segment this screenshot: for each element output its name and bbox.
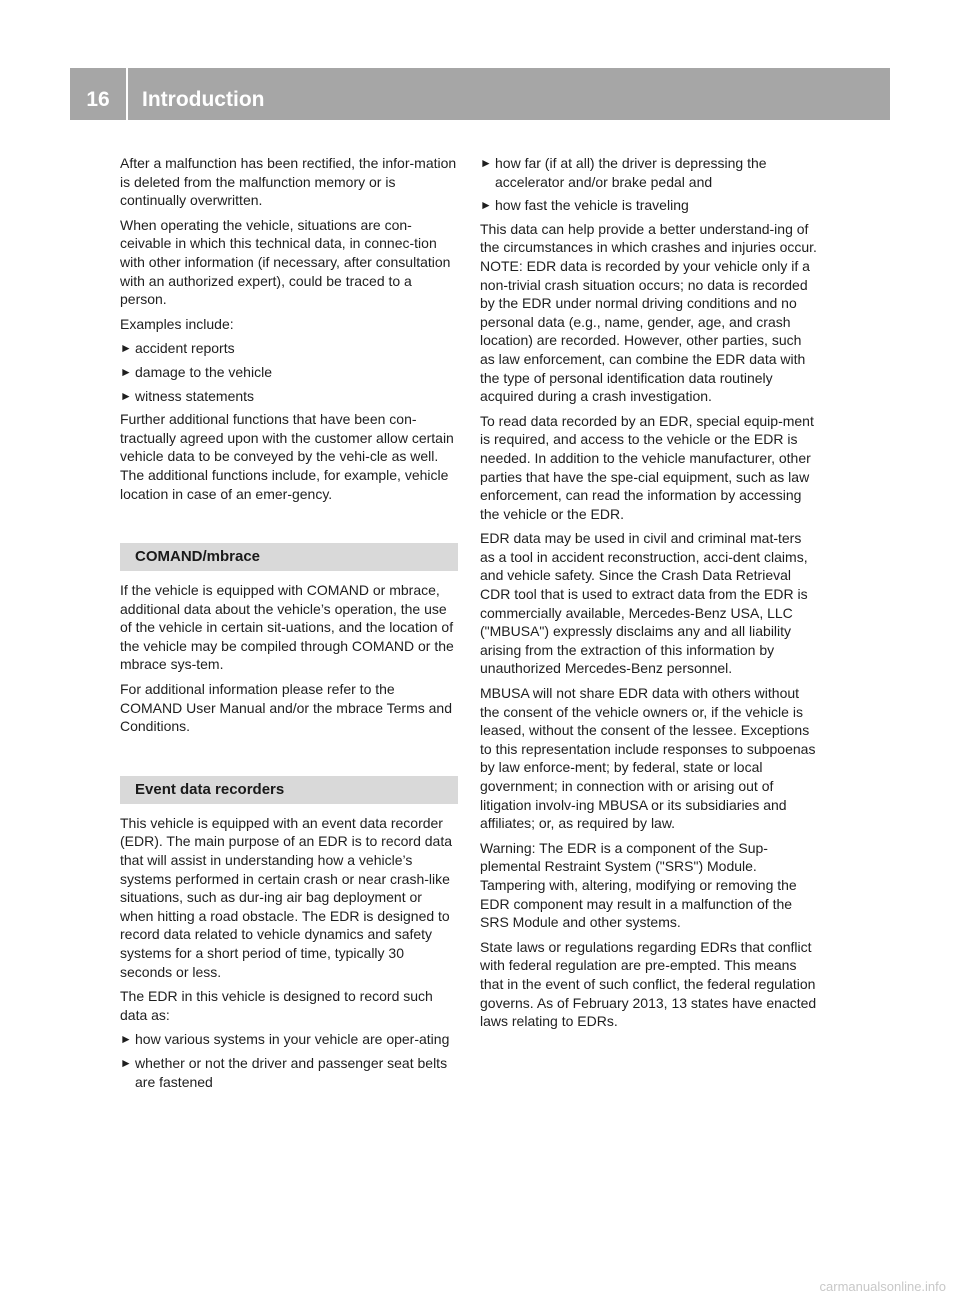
- paragraph: If the vehicle is equipped with COMAND or mbrace, additional data about the vehicle’s operation, the use of the vehicle in certain sit-uations, and the location of the vehicle may be compiled through COMAND or the mbrace sys-tem.: [120, 582, 454, 673]
- bullet-icon: ►: [120, 388, 132, 403]
- bullet-icon: ►: [120, 364, 132, 379]
- list-item: ► how fast the vehicle is traveling: [480, 197, 689, 214]
- header-divider: [126, 68, 128, 120]
- left-column: [120, 154, 458, 1096]
- paragraph: State laws or regulations regarding EDRs that conflict with federal regulation are pre-empted. This means that in the event of such conflict, the federal regulation governs. As of February 2013, 13 states have enacted laws relating to EDRs.: [480, 938, 817, 1030]
- watermark: carmanualsonline.info: [819, 1279, 946, 1294]
- paragraph: To read data recorded by an EDR, special equip-ment is required, and access to the vehicle or the EDR is needed. In addition to the vehicle manufacturer, other parties that have the spe-cial equipment, such as law enforcement, can read the information by accessing the vehicle or the EDR.: [480, 412, 814, 522]
- section-heading-edr: Event data recorders: [120, 776, 458, 804]
- right-column: [480, 154, 818, 1037]
- bullet-icon: ►: [120, 341, 132, 356]
- paragraph: Examples include:: [120, 315, 234, 332]
- paragraph: This data can help provide a better understand-ing of the circumstances in which crashes and injuries occur. NOTE: EDR data is recorded by your vehicle only if a non-trivial crash situation occurs; no data is recorded by the EDR under normal driving conditions and no personal data (e.g., name, gender, age, and crash location) are recorded. However, other parties, such as law enforcement, can combine the EDR data with the type of personal identification data routinely acquired during a crash investigation.: [480, 220, 817, 405]
- paragraph: The EDR in this vehicle is designed to record such data as:: [120, 988, 433, 1023]
- bullet-icon: ►: [480, 156, 492, 170]
- section-heading-comand: COMAND/mbrace: [120, 543, 458, 571]
- bullet-icon: ►: [120, 1055, 132, 1070]
- paragraph: For additional information please refer to the COMAND User Manual and/or the mbrace Terms and Conditions.: [120, 681, 452, 735]
- paragraph: Warning: The EDR is a component of the Sup-plemental Restraint System ("SRS") Module. Tampering with, altering, modifying or removing the EDR component may result in a malfunction of the SRS Module and other systems.: [480, 839, 797, 931]
- paragraph: EDR data may be used in civil and criminal mat-ters as a tool in accident reconstruction, acci-dent claims, and vehicle safety. Since the Crash Data Retrieval CDR tool that is used to extract data from the EDR is commercially available, Mercedes-Benz USA, LLC ("MBUSA") expressly disclaims any and all liability arising from the extraction of this information by unauthorized Mercedes-Benz personnel.: [480, 530, 808, 677]
- bullet-icon: ►: [480, 198, 492, 213]
- paragraph: MBUSA will not share EDR data with others without the consent of the vehicle owners or, if the vehicle is leased, without the consent of the lessee. Exceptions to this representation include responses to subpoenas by law enforce-ment; by federal, state or local government; in connection with or arising out of litigation involv-ing MBUSA or its subsidiaries and affiliates; or, as required by law.: [480, 685, 816, 832]
- list-item: ► accident reports: [120, 340, 235, 357]
- list-item: ► how various systems in your vehicle are oper-ating: [120, 1031, 450, 1048]
- bullet-icon: ►: [120, 1032, 132, 1047]
- list-item: ► damage to the vehicle: [120, 363, 272, 380]
- paragraph: Further additional functions that have been con-tractually agreed upon with the customer allow certain vehicle data to be conveyed by the vehi-cle as well. The additional functions include, for example, vehicle location in case of an emer-gency.: [120, 411, 454, 502]
- paragraph: This vehicle is equipped with an event data recorder (EDR). The main purpose of an EDR is to record data that will assist in understanding how a vehicle’s systems performed in certain crash or near crash-like situations, such as dur-ing air bag deployment or when hitting a road obstacle. The EDR is designed to record data related to vehicle dynamics and safety systems for a short period of time, typically 30 seconds or less.: [120, 814, 453, 980]
- list-item: ► how far (if at all) the driver is depressing the accelerator and/or brake pedal and: [480, 155, 767, 190]
- page-number: 16: [70, 68, 126, 120]
- page-title: Introduction: [142, 88, 265, 111]
- list-item: ► whether or not the driver and passenger seat belts are fastened: [120, 1054, 448, 1090]
- paragraph: After a malfunction has been rectified, the infor-mation is deleted from the malfunction memory or is continually overwritten.: [120, 155, 457, 209]
- paragraph: When operating the vehicle, situations are con-ceivable in which this technical data, in connec-tion with other information (if necessary, after consultation with an authorized expert), could be traced to a person.: [120, 216, 451, 308]
- list-item: ► witness statements: [120, 387, 255, 404]
